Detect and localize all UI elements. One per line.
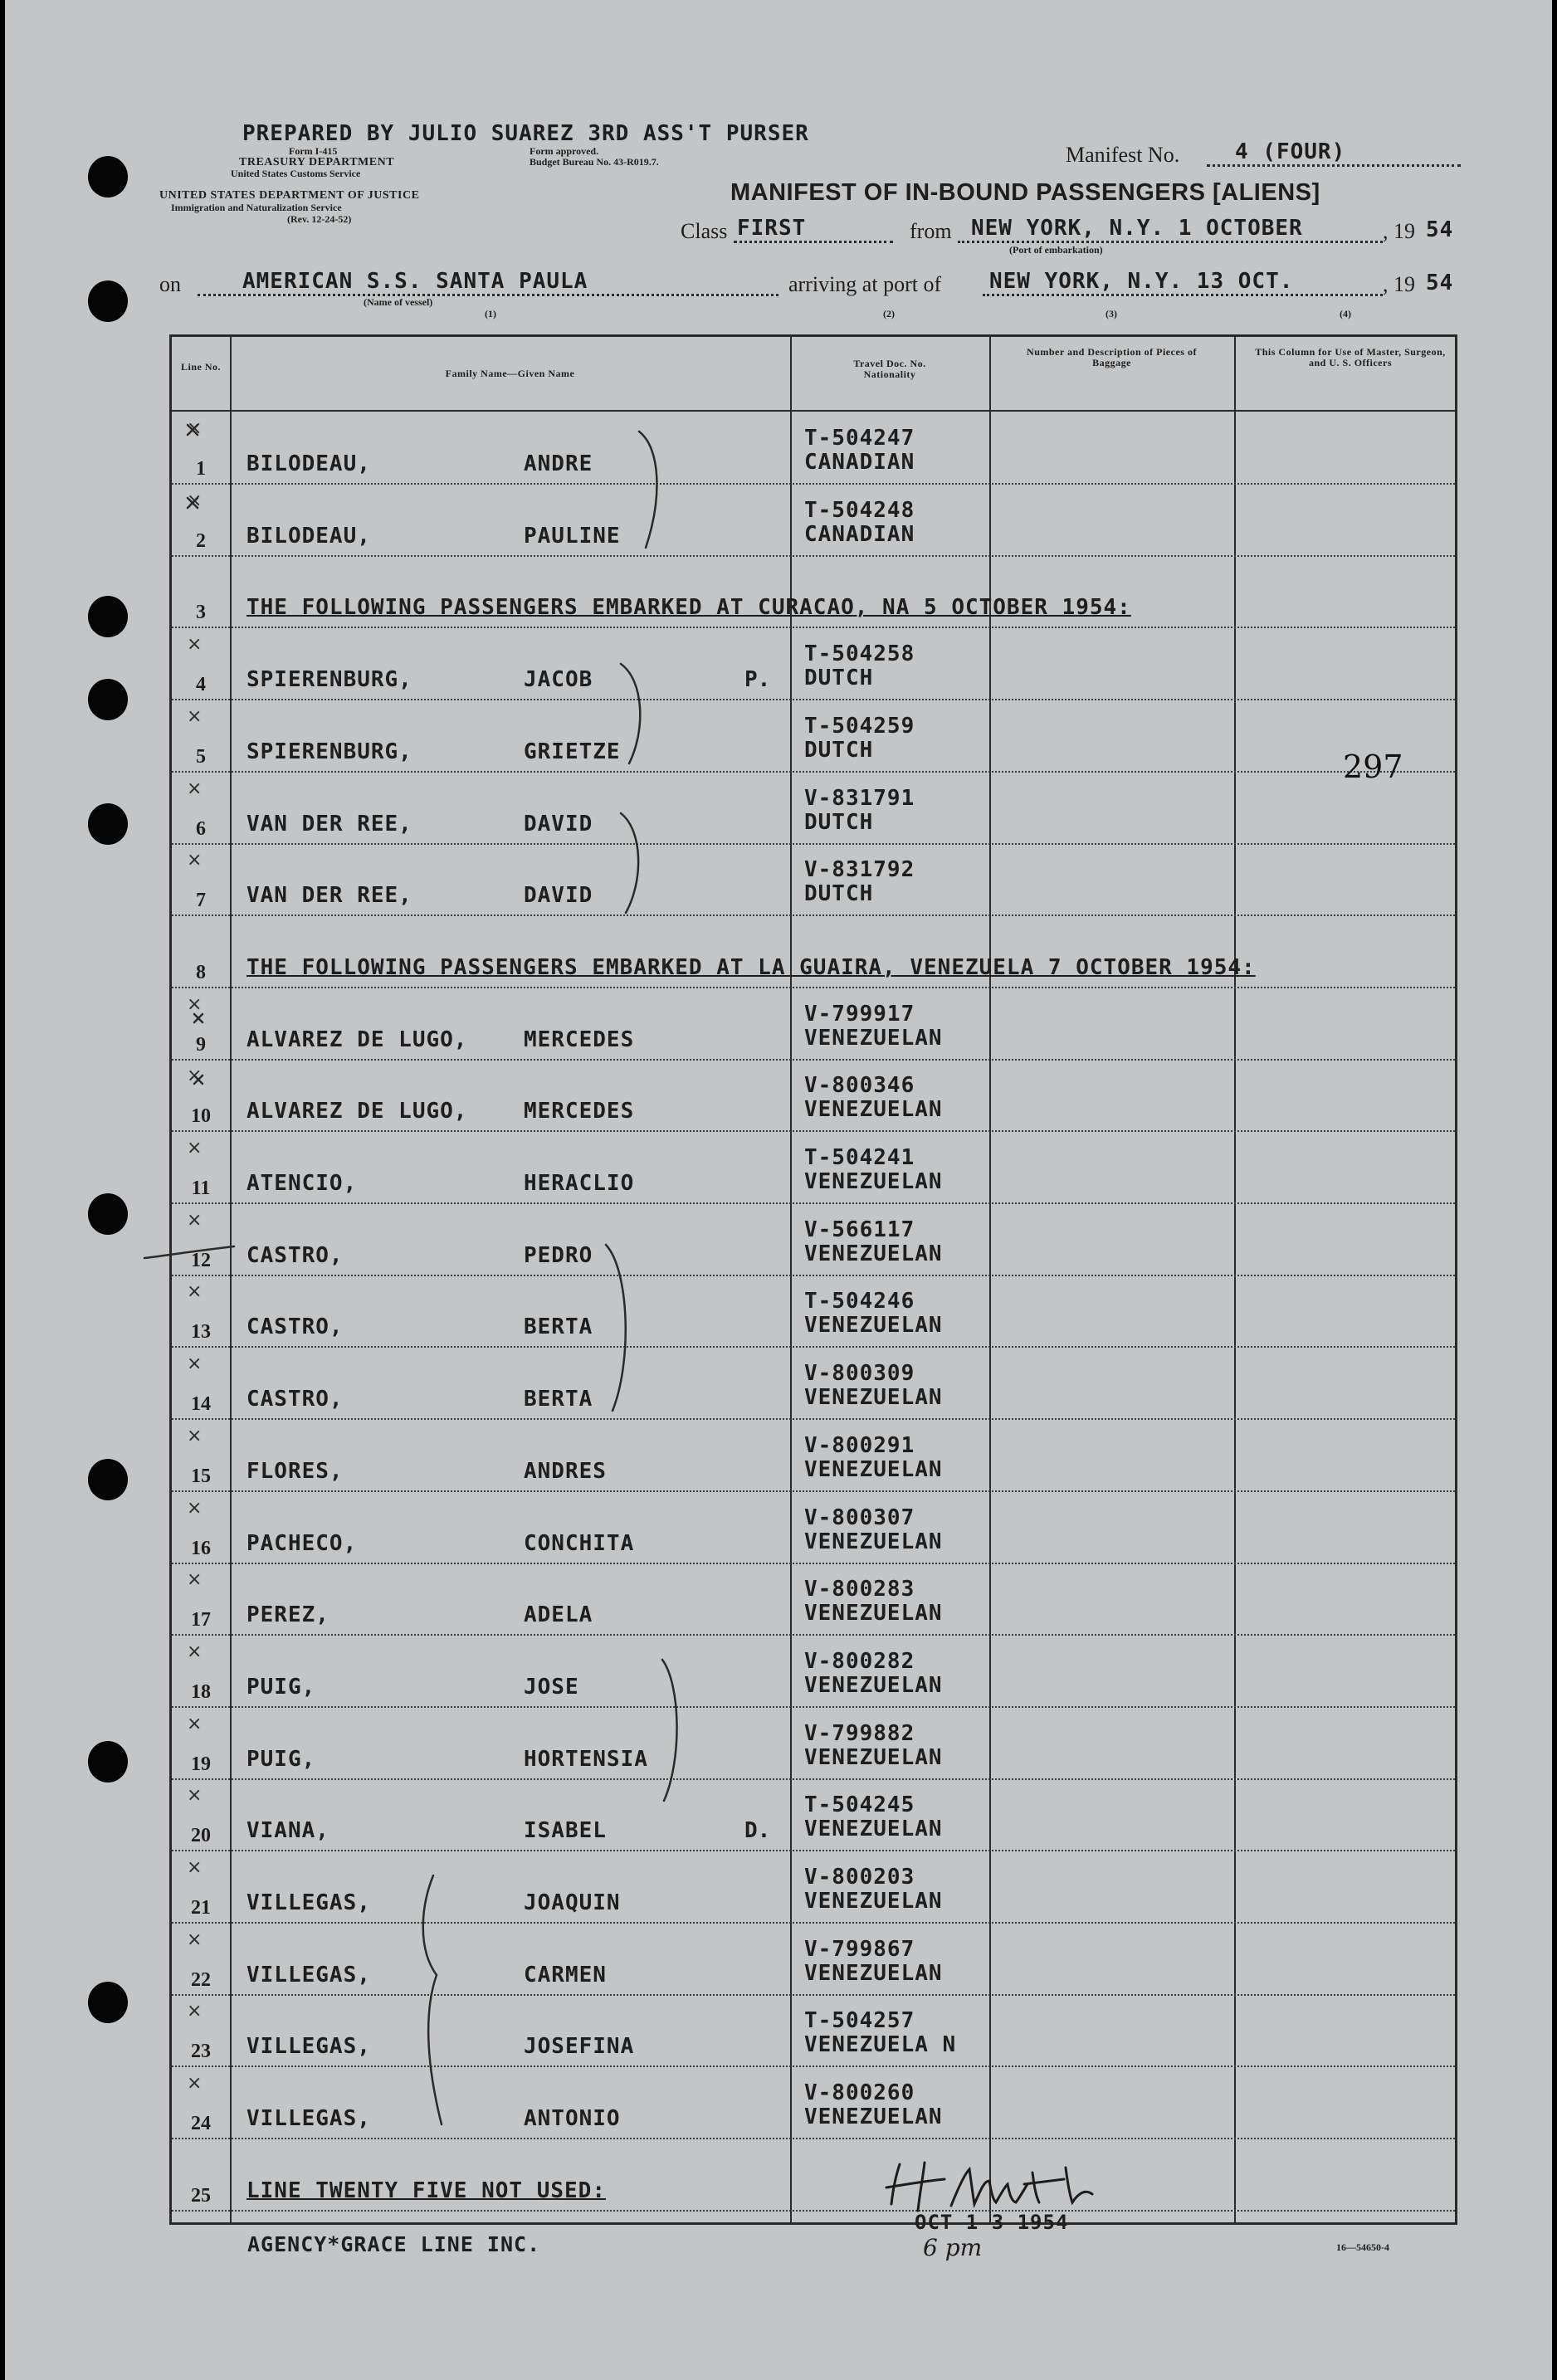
nationality: CANADIAN <box>804 450 915 475</box>
notice-row <box>172 915 1455 988</box>
given-name: HORTENSIA <box>524 1746 648 1772</box>
family-name: CASTRO, <box>246 1242 344 1268</box>
line-number: 15 <box>191 1465 211 1487</box>
arrival-port: NEW YORK, N.Y. 13 OCT. <box>989 269 1294 294</box>
manifest-no-blank <box>1207 141 1461 167</box>
col-num-2: (2) <box>883 308 895 319</box>
col-header-officers: This Column for Use of Master, Surgeon, and U. S. Officers <box>1255 346 1446 368</box>
travel-doc-cell <box>804 1290 943 1338</box>
travel-doc-cell <box>804 714 915 763</box>
prepared-by-line: PREPARED BY JULIO SUAREZ 3RD ASS'T PURSER <box>242 121 809 146</box>
table-row <box>172 1347 1455 1420</box>
check-mark: × <box>187 1641 203 1662</box>
binder-hole <box>88 596 128 637</box>
travel-doc-number: V-831791 <box>804 785 915 811</box>
family-name: SPIERENBURG, <box>246 739 412 764</box>
check-mark: × <box>187 1857 203 1878</box>
family-name: PUIG, <box>246 1674 316 1700</box>
line-number: 21 <box>191 1897 211 1919</box>
passenger-table <box>169 334 1457 2225</box>
travel-doc-cell <box>804 1793 943 1841</box>
received-date-stamp: OCT 1 3 1954 <box>915 2211 1069 2234</box>
nationality: VENEZUELA N <box>804 2032 957 2058</box>
nationality: VENEZUELAN <box>804 1601 943 1626</box>
binder-hole <box>88 1741 128 1783</box>
from-year: 54 <box>1426 217 1454 242</box>
travel-doc-number: V-799867 <box>804 1936 915 1962</box>
line-number: 7 <box>196 890 206 912</box>
arrival-year-prefix: , 19 <box>1383 272 1415 296</box>
table-row <box>172 1491 1455 1564</box>
line-number: 25 <box>191 2184 211 2207</box>
embarkation-notice: THE FOLLOWING PASSENGERS EMBARKED AT LA GUAIRA, VENEZUELA 7 OCTOBER 1954: <box>246 954 1256 980</box>
treasury-department: TREASURY DEPARTMENT <box>239 156 395 168</box>
line-number: 16 <box>191 1537 211 1559</box>
check-mark: × <box>187 778 203 799</box>
table-row <box>172 2066 1455 2139</box>
form-number: Form I-415 <box>289 145 338 157</box>
binder-hole <box>88 156 128 198</box>
family-name: VAN DER REE, <box>246 883 412 909</box>
family-name: VILLEGAS, <box>246 1962 371 1987</box>
given-name: JOSEFINA <box>524 2034 635 2060</box>
table-row <box>172 700 1455 773</box>
table-row <box>172 1131 1455 1204</box>
given-name: CARMEN <box>524 1962 607 1987</box>
vessel-caption-number: (1) <box>485 308 496 319</box>
travel-doc-number: V-800346 <box>804 1073 915 1099</box>
travel-doc-number: V-800309 <box>804 1361 915 1387</box>
table-row <box>172 843 1455 916</box>
line-number: 2 <box>196 529 206 552</box>
arrival-year: 54 <box>1426 271 1454 295</box>
notice-row <box>172 2139 1455 2212</box>
embarkation-notice: LINE TWENTY FIVE NOT USED: <box>246 2178 606 2203</box>
check-mark: × <box>187 705 203 727</box>
check-mark: × <box>187 1066 203 1087</box>
table-row <box>172 988 1455 1061</box>
given-name: ISABEL <box>524 1818 607 1844</box>
family-name: SPIERENBURG, <box>246 667 412 693</box>
nationality: CANADIAN <box>804 521 915 547</box>
nationality: DUTCH <box>804 666 874 691</box>
travel-doc-number: V-800283 <box>804 1577 915 1602</box>
travel-doc-number: T-504258 <box>804 641 915 667</box>
line-number: 4 <box>196 674 206 696</box>
given-name: DAVID <box>524 811 593 836</box>
col-header-name: Family Name—Given Name <box>445 368 575 379</box>
table-row <box>172 1707 1455 1780</box>
arriving-label: arriving at port of <box>788 272 942 296</box>
arrival-blank <box>983 271 1383 296</box>
nationality: DUTCH <box>804 737 874 763</box>
from-blank <box>958 217 1383 243</box>
class-blank <box>734 217 893 243</box>
from-year-prefix: , 19 <box>1383 219 1415 243</box>
line-number: 23 <box>191 2041 211 2063</box>
travel-doc-cell <box>804 427 915 475</box>
given-name: JOSE <box>524 1674 579 1700</box>
given-name: BERTA <box>524 1314 593 1340</box>
family-name: VAN DER REE, <box>246 811 412 836</box>
notice-row <box>172 555 1455 628</box>
family-name: PACHECO, <box>246 1530 358 1556</box>
check-mark: × <box>187 2001 203 2022</box>
table-row <box>172 1419 1455 1492</box>
middle-initial: P. <box>744 667 771 693</box>
family-name: VILLEGAS, <box>246 1890 371 1915</box>
given-name: BERTA <box>524 1387 593 1412</box>
manifest-no-label: Manifest No. <box>1066 143 1180 167</box>
check-mark: × <box>187 418 203 439</box>
travel-doc-cell <box>804 1578 943 1626</box>
given-name: MERCEDES <box>524 1027 635 1052</box>
line-number: 9 <box>196 1033 206 1056</box>
binder-hole <box>88 1982 128 2023</box>
vessel-caption: (Name of vessel) <box>364 296 433 308</box>
check-mark: × <box>187 993 203 1015</box>
nationality: VENEZUELAN <box>804 1529 943 1554</box>
given-name: DAVID <box>524 883 593 909</box>
given-name: MERCEDES <box>524 1099 635 1124</box>
class-value: FIRST <box>737 216 807 241</box>
budget-bureau: Budget Bureau No. 43-R019.7. <box>530 156 659 168</box>
line-number: 10 <box>191 1105 211 1128</box>
check-mark: × <box>187 1713 203 1734</box>
nationality: DUTCH <box>804 809 874 835</box>
vessel-name: AMERICAN S.S. SANTA PAULA <box>242 269 588 294</box>
from-label: from <box>910 219 952 243</box>
table-row <box>172 1778 1455 1851</box>
table-row <box>172 1923 1455 1996</box>
given-name: JOAQUIN <box>524 1890 621 1915</box>
table-row <box>172 1059 1455 1132</box>
table-row <box>172 1203 1455 1276</box>
line-number: 24 <box>191 2113 211 2135</box>
nationality: VENEZUELAN <box>804 1169 943 1194</box>
binder-hole <box>88 803 128 845</box>
binder-hole <box>88 1193 128 1235</box>
nationality: VENEZUELAN <box>804 1456 943 1482</box>
check-mark: × <box>187 490 203 511</box>
department-of-justice: UNITED STATES DEPARTMENT OF JUSTICE <box>159 189 420 202</box>
col-header-travel-doc: Travel Doc. No. Nationality <box>853 358 926 380</box>
nationality: VENEZUELAN <box>804 1313 943 1339</box>
travel-doc-cell <box>804 1362 943 1410</box>
class-label: Class <box>681 219 728 243</box>
agency-line: AGENCY*GRACE LINE INC. <box>247 2232 541 2256</box>
nationality: VENEZUELAN <box>804 1241 943 1266</box>
table-row <box>172 1994 1455 2067</box>
check-mark: × <box>187 1785 203 1807</box>
received-time-note: 6 pm <box>923 2234 983 2261</box>
travel-doc-number: V-831792 <box>804 857 915 883</box>
travel-doc-number: V-566117 <box>804 1217 915 1242</box>
line-number: 8 <box>196 961 206 983</box>
travel-doc-number: V-800282 <box>804 1648 915 1674</box>
form-revision: (Rev. 12-24-52) <box>287 213 352 225</box>
check-mark: × <box>187 1138 203 1158</box>
manifest-page <box>5 0 1552 2380</box>
table-row <box>172 412 1455 485</box>
line-number: 5 <box>196 745 206 768</box>
nationality: VENEZUELAN <box>804 1889 943 1914</box>
family-name: VILLEGAS, <box>246 2106 371 2132</box>
table-row <box>172 627 1455 700</box>
nationality: VENEZUELAN <box>804 1960 943 1986</box>
given-name: ADELA <box>524 1602 593 1628</box>
travel-doc-number: T-504246 <box>804 1289 915 1314</box>
family-name: ATENCIO, <box>246 1171 358 1196</box>
travel-doc-number: V-799917 <box>804 1001 915 1027</box>
nationality: VENEZUELAN <box>804 1672 943 1698</box>
travel-doc-cell <box>804 642 915 690</box>
given-name: CONCHITA <box>524 1530 635 1556</box>
given-name: ANDRE <box>524 451 593 476</box>
line-number: 17 <box>191 1609 211 1631</box>
table-row <box>172 484 1455 557</box>
check-mark: × <box>187 2073 203 2095</box>
travel-doc-cell <box>804 1002 943 1051</box>
family-name: BILODEAU, <box>246 451 371 476</box>
nationality: VENEZUELAN <box>804 1097 943 1123</box>
travel-doc-cell <box>804 1506 943 1554</box>
travel-doc-number: T-504245 <box>804 1792 915 1818</box>
line-number: 1 <box>196 458 206 480</box>
family-name: VIANA, <box>246 1818 329 1844</box>
table-row <box>172 1635 1455 1708</box>
form-code: 16—54650-4 <box>1336 2241 1389 2253</box>
binder-hole <box>88 280 128 322</box>
given-name: GRIETZE <box>524 739 621 764</box>
check-mark: × <box>187 1353 203 1375</box>
travel-doc-cell <box>804 499 915 547</box>
line-number: 14 <box>191 1393 211 1416</box>
line-number: 22 <box>191 1968 211 1991</box>
family-name: PUIG, <box>246 1746 316 1772</box>
line-number: 18 <box>191 1680 211 1703</box>
line-number: 11 <box>191 1178 211 1199</box>
embarkation-notice: THE FOLLOWING PASSENGERS EMBARKED AT CURACAO, NA 5 OCTOBER 1954: <box>246 595 1131 621</box>
given-name: PAULINE <box>524 523 621 549</box>
table-row <box>172 772 1455 845</box>
col-num-3: (3) <box>1106 308 1117 319</box>
table-row <box>172 1563 1455 1636</box>
binder-hole <box>88 679 128 720</box>
travel-doc-cell <box>804 1218 943 1266</box>
nationality: VENEZUELAN <box>804 1025 943 1051</box>
check-mark: × <box>187 1569 203 1591</box>
travel-doc-number: V-800307 <box>804 1505 915 1530</box>
check-mark: × <box>187 850 203 871</box>
line-number: 6 <box>196 817 206 840</box>
travel-doc-cell <box>804 1722 943 1770</box>
line-number: 19 <box>191 1753 211 1775</box>
col-num-4: (4) <box>1340 308 1351 319</box>
travel-doc-number: T-504259 <box>804 713 915 739</box>
check-mark: × <box>187 634 203 656</box>
customs-service: United States Customs Service <box>231 168 361 179</box>
check-mark: × <box>187 1929 203 1950</box>
page-number: 297 <box>1343 749 1403 785</box>
travel-doc-cell <box>804 1938 943 1986</box>
family-name: VILLEGAS, <box>246 2034 371 2060</box>
travel-doc-number: T-504247 <box>804 426 915 451</box>
nationality: DUTCH <box>804 881 874 907</box>
travel-doc-cell <box>804 1074 943 1122</box>
check-mark: × <box>187 1497 203 1519</box>
line-number: 3 <box>196 602 206 624</box>
officer-signature <box>875 2156 1107 2217</box>
given-name: JACOB <box>524 667 593 693</box>
travel-doc-cell <box>804 1650 943 1698</box>
vessel-blank <box>198 271 778 296</box>
travel-doc-number: T-504241 <box>804 1145 915 1170</box>
family-name: ALVAREZ DE LUGO, <box>246 1027 468 1052</box>
col-header-baggage: Number and Description of Pieces of Baggage <box>1027 346 1197 368</box>
nationality: VENEZUELAN <box>804 1385 943 1411</box>
nationality: VENEZUELAN <box>804 1817 943 1842</box>
given-name: HERACLIO <box>524 1171 635 1196</box>
nationality: VENEZUELAN <box>804 1744 943 1770</box>
nationality: VENEZUELAN <box>804 2104 943 2130</box>
travel-doc-number: V-799882 <box>804 1720 915 1746</box>
given-name: ANTONIO <box>524 2106 621 2132</box>
travel-doc-cell <box>804 2081 943 2129</box>
manifest-title: MANIFEST OF IN-BOUND PASSENGERS [ALIENS] <box>730 179 1320 206</box>
given-name: PEDRO <box>524 1242 593 1268</box>
travel-doc-cell <box>804 787 915 835</box>
travel-doc-number: T-504257 <box>804 2008 915 2034</box>
check-mark: × <box>187 1425 203 1446</box>
line-number: 20 <box>191 1825 211 1847</box>
travel-doc-number: V-800203 <box>804 1865 915 1890</box>
line-number: 13 <box>191 1321 211 1344</box>
port-embarkation-caption: (Port of embarkation) <box>1009 244 1103 256</box>
on-label: on <box>159 272 181 296</box>
form-approved: Form approved. <box>530 145 599 157</box>
travel-doc-cell <box>804 1434 943 1482</box>
table-row <box>172 1275 1455 1348</box>
family-name: CASTRO, <box>246 1314 344 1340</box>
check-mark: × <box>187 1281 203 1303</box>
travel-doc-cell <box>804 1865 943 1914</box>
family-name: PEREZ, <box>246 1602 329 1628</box>
travel-doc-number: V-800260 <box>804 2080 915 2106</box>
family-name: CASTRO, <box>246 1387 344 1412</box>
family-name: ALVAREZ DE LUGO, <box>246 1099 468 1124</box>
line-number: 12 <box>191 1249 211 1271</box>
travel-doc-number: T-504248 <box>804 497 915 523</box>
family-name: BILODEAU, <box>246 523 371 549</box>
family-name: FLORES, <box>246 1458 344 1484</box>
immigration-service: Immigration and Naturalization Service <box>171 202 342 213</box>
travel-doc-cell <box>804 2009 956 2057</box>
travel-doc-cell <box>804 1146 943 1194</box>
col-header-line-no: Line No. <box>180 361 221 373</box>
table-row <box>172 1851 1455 1924</box>
travel-doc-number: V-800291 <box>804 1432 915 1458</box>
manifest-no-value: 4 (FOUR) <box>1235 139 1346 164</box>
port-of-embarkation: NEW YORK, N.Y. 1 OCTOBER <box>971 216 1303 241</box>
binder-hole <box>88 1459 128 1500</box>
given-name: ANDRES <box>524 1458 607 1484</box>
check-mark: × <box>187 1209 203 1231</box>
middle-initial: D. <box>744 1818 771 1844</box>
travel-doc-cell <box>804 858 915 906</box>
